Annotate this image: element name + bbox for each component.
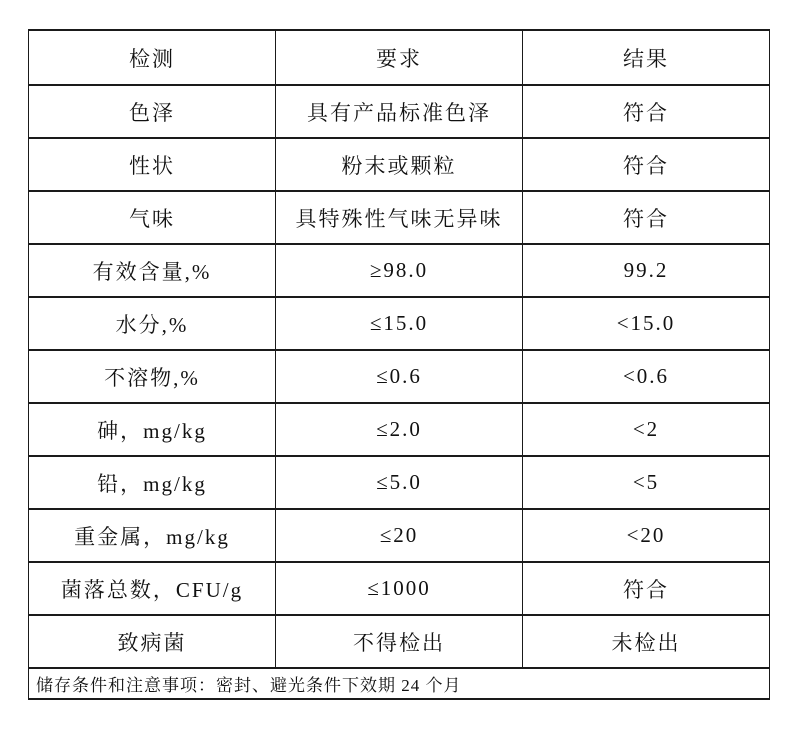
test-name-cell: 性状 [29,138,276,191]
test-name-cell: 铅，mg/kg [29,456,276,509]
header-row [29,30,770,85]
table-row [29,456,770,509]
inspection-spec-table [28,29,770,700]
table-row [29,615,770,668]
header-cell-requirement: 要求 [276,30,523,85]
requirement-cell: ≤5.0 [276,456,523,509]
result-cell: 符合 [523,85,770,138]
header-cell-test: 检测 [29,30,276,85]
result-cell: 符合 [523,138,770,191]
requirement-cell: 具有产品标准色泽 [276,85,523,138]
test-name-cell: 水分,% [29,297,276,350]
result-cell: 符合 [523,191,770,244]
test-name-cell: 重金属，mg/kg [29,509,276,562]
result-cell: <15.0 [523,297,770,350]
table-row [29,244,770,297]
table-row [29,297,770,350]
table-row [29,403,770,456]
requirement-cell: 不得检出 [276,615,523,668]
test-name-cell: 砷，mg/kg [29,403,276,456]
result-cell: <20 [523,509,770,562]
requirement-cell: ≤2.0 [276,403,523,456]
requirement-cell: ≤15.0 [276,297,523,350]
test-name-cell: 气味 [29,191,276,244]
test-name-cell: 有效含量,% [29,244,276,297]
requirement-cell: 粉末或颗粒 [276,138,523,191]
table-row [29,562,770,615]
test-name-cell: 不溶物,% [29,350,276,403]
table-row [29,509,770,562]
test-name-cell: 致病菌 [29,615,276,668]
storage-note-row [29,668,770,699]
result-cell: <0.6 [523,350,770,403]
result-cell: <2 [523,403,770,456]
result-cell: 未检出 [523,615,770,668]
header-cell-result: 结果 [523,30,770,85]
table-row [29,191,770,244]
table-header [29,30,770,85]
requirement-cell: ≥98.0 [276,244,523,297]
test-name-cell: 色泽 [29,85,276,138]
storage-note-text: 储存条件和注意事项：密封、避光条件下效期 24 个月 [29,668,770,699]
result-cell: 符合 [523,562,770,615]
table-body [29,85,770,699]
requirement-cell: ≤1000 [276,562,523,615]
table-row [29,350,770,403]
requirement-cell: ≤0.6 [276,350,523,403]
table-row [29,85,770,138]
result-cell: <5 [523,456,770,509]
table-row [29,138,770,191]
result-cell: 99.2 [523,244,770,297]
requirement-cell: ≤20 [276,509,523,562]
requirement-cell: 具特殊性气味无异味 [276,191,523,244]
test-name-cell: 菌落总数，CFU/g [29,562,276,615]
